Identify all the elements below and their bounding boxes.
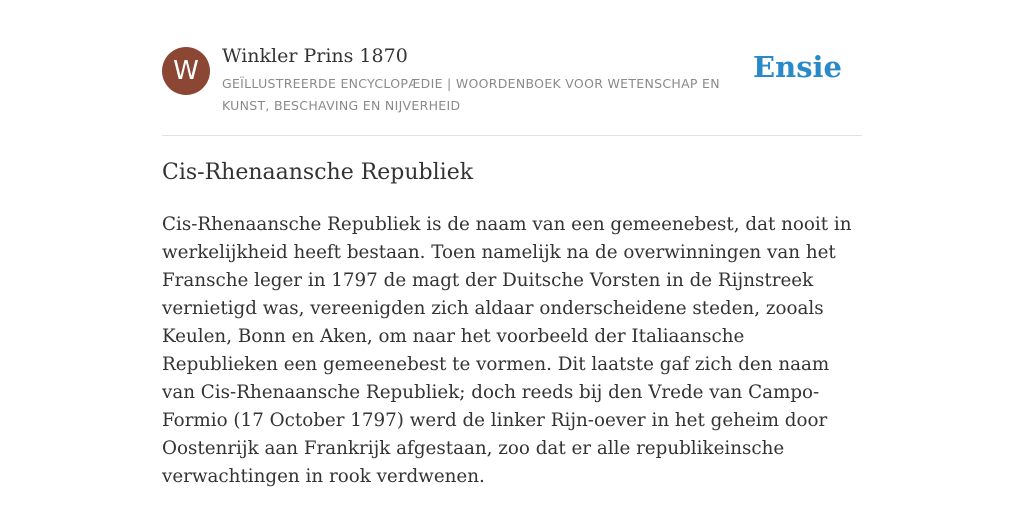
source-avatar: W (162, 47, 210, 95)
ensie-logo[interactable]: Ensie (753, 50, 842, 84)
page-container (162, 0, 862, 487)
entry-body: Cis-Rhenaansche Republiek is de naam van een gemeenebest, dat nooit in werkelijkheid heeft bestaan. Toen namelijk na de overwinningen van het Fransche leger in 1797 de magt der Duitsche Vorsten in de Rijnstreek vernietigd was, vereenigden zich aldaar onderscheidene steden, zooals Keulen, Bonn en Aken, om naar het voorbeeld der Italiaansche Republieken een gemeenebest te vormen. Dit laatste gaf zich den naam van Cis-Rhenaansche Republiek; doch reeds bij den Vrede van Campo-Formio (17 October 1797) werd de linker Rijn-oever in het geheim door Oostenrijk aan Frankrijk afgestaan, zoo dat er alle republikeinsche verwachtingen in rook verdwenen. (162, 214, 852, 487)
source-header (162, 0, 862, 136)
entry-title: Cis-Rhenaansche Republiek (162, 160, 474, 185)
source-title[interactable]: Winkler Prins 1870 (222, 45, 408, 67)
source-subtitle: GEÏLLUSTREERDE ENCYCLOPÆDIE | WOORDENBOEK VOOR WETENSCHAP EN KUNST, BESCHAVING EN NIJVERHEID (222, 76, 720, 113)
